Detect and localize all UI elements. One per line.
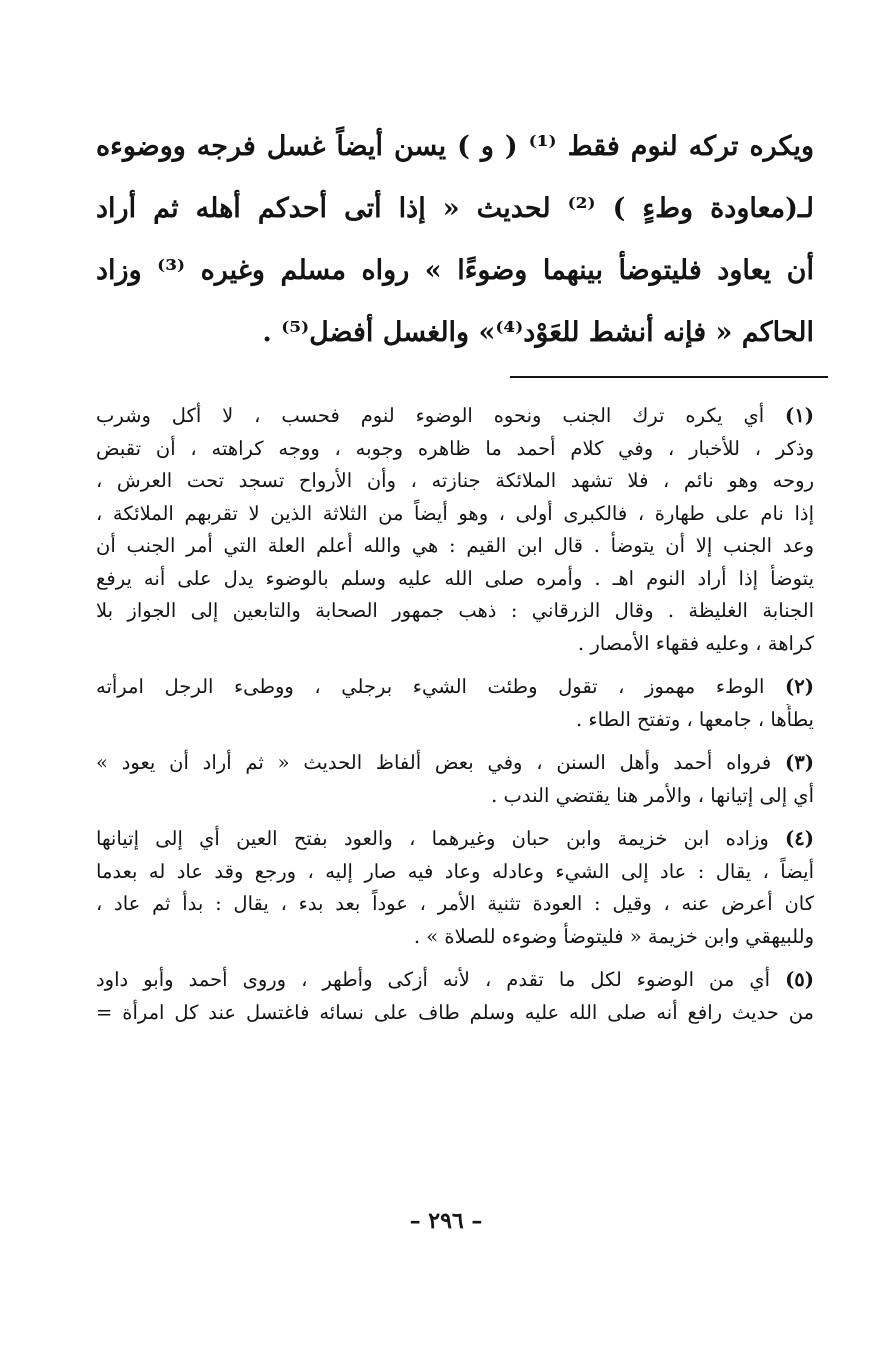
footnote-line: (١) أي يكره ترك الجنب ونحوه الوضوء لنوم فحسب ، لا أكل وشرب bbox=[96, 404, 814, 427]
footnote-number: (٥) bbox=[785, 968, 814, 991]
footnote-line: يتوضأ إذا أراد النوم اهـ . وأمره صلى الله عليه وسلم بالوضوء يدل على أنه يرفع bbox=[96, 566, 814, 590]
footnote-line: كان أعرض عنه ، وقيل : العودة تثنية الأمر ، عوداً بعد بدء ، يقال : بدأ ثم عاد ، bbox=[96, 892, 814, 915]
footnote-number: (٤) bbox=[785, 827, 814, 850]
footnote-number: (٣) bbox=[785, 751, 814, 774]
footnote-divider bbox=[510, 376, 828, 378]
footnote-4 bbox=[96, 823, 814, 953]
footnote-line: من حديث رافع أنه صلى الله عليه وسلم طاف على نسائه فاغتسل عند كل امرأة = bbox=[96, 1000, 814, 1024]
main-text-line: أن يعاود فليتوضأ بينهما وضوءًا » رواه مسلم وغيره ⁽³⁾ وزاد bbox=[96, 255, 814, 286]
footnote-1 bbox=[96, 400, 814, 660]
footnote-line: وعد الجنب إلا أن يتوضأ . قال ابن القيم : هي والله أعلم العلة التي أمر الجنب أن bbox=[96, 534, 814, 557]
footnote-line: (٢) الوطء مهموز ، تقول وطئت الشيء برجلي ، ووطىء الرجل امرأته bbox=[96, 675, 814, 698]
footnote-line: (٣) فرواه أحمد وأهل السنن ، وفي بعض ألفاظ الحديث « ثم أراد أن يعود » bbox=[96, 751, 814, 774]
footnote-2 bbox=[96, 671, 814, 736]
footnote-line: أي إلى إتيانها ، والأمر هنا يقتضي الندب . bbox=[491, 783, 814, 807]
footnote-line: كراهة ، وعليه فقهاء الأمصار . bbox=[577, 631, 814, 655]
footnote-line: وذكر ، للأخبار ، وفي كلام أحمد ما ظاهره وجوبه ، ووجه كراهته ، أن تقبض bbox=[96, 436, 814, 460]
footnotes bbox=[96, 400, 814, 1040]
footnote-number: (٢) bbox=[785, 675, 814, 698]
footnote-number: (١) bbox=[785, 404, 814, 427]
main-text-line: الحاكم « فإنه أنشط للعَوْد⁽⁴⁾» والغسل أفضل⁽⁵⁾ . bbox=[262, 317, 814, 348]
footnote-line: وللبيهقي وابن خزيمة « فليتوضأ وضوءه للصلاة » . bbox=[413, 924, 814, 948]
footnote-line: الجنابة الغليظة . وقال الزرقاني : ذهب جمهور الصحابة والتابعين إلى الجواز بلا bbox=[96, 599, 814, 622]
footnote-3 bbox=[96, 747, 814, 812]
footnote-line: أيضاً ، يقال : عاد إلى الشيء وعادله وعاد فيه صار إليه ، ورجع وقد عاد له بعدما bbox=[96, 859, 814, 883]
main-text-line: ويكره تركه لنوم فقط ⁽¹⁾ ( و ) يسن أيضاً غسل فرجه ووضوءه bbox=[96, 131, 814, 162]
page-number: – ٢٩٦ – bbox=[409, 1208, 483, 1234]
footnote-5 bbox=[96, 964, 814, 1029]
main-text-line: لـ(معاودة وطءٍ ) ⁽²⁾ لحديث « إذا أتى أحدكم أهله ثم أراد bbox=[96, 193, 814, 224]
footnote-line: (٤) وزاده ابن خزيمة وابن حبان وغيرهما ، والعود بفتح العين أي إلى إتيانها bbox=[96, 827, 814, 850]
main-text bbox=[96, 116, 814, 364]
footnote-line: روحه وهو نائم ، فلا تشهد الملائكة جنازته ، وأن الأرواح تسجد تحت العرش ، bbox=[96, 469, 814, 492]
footnote-line: يطأُها ، جامعها ، وتفتح الطاء . bbox=[576, 707, 814, 731]
footnote-line: (٥) أي من الوضوء لكل ما تقدم ، لأنه أزكى وأطهر ، وروى أحمد وأبو داود bbox=[96, 968, 814, 991]
footnote-line: إذا نام على طهارة ، فالكبرى أولى ، وهو أيضاً من الثلاثة الذين لا تقربهم الملائكة ، bbox=[96, 501, 814, 525]
